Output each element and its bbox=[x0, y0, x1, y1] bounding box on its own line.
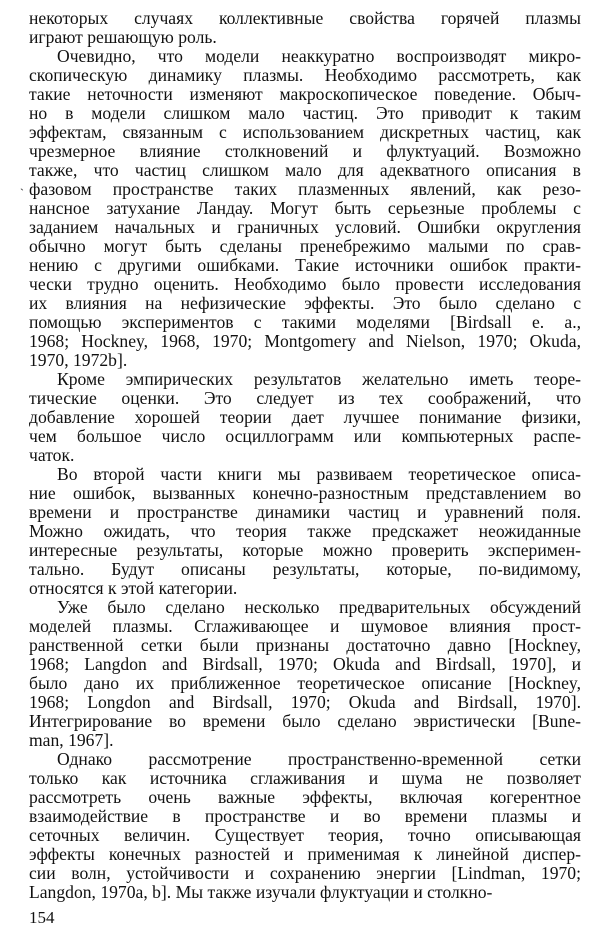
page-number: 154 bbox=[29, 908, 55, 927]
text-line: фазовом пространстве таких плазменных явлений, как резо- bbox=[29, 179, 581, 199]
text-line: рассмотреть очень важные эффекты, включая когерентное bbox=[29, 787, 581, 807]
text-line: моделей плазмы. Сглаживающее и шумовое влияния прост- bbox=[29, 616, 581, 636]
text-line: но в модели слишком мало частиц. Это приводит к таким bbox=[29, 103, 581, 123]
text-line: чем большое число осциллограмм или компьютерных распе- bbox=[29, 426, 581, 446]
text-line: тально. Будут описаны результаты, которые, по-видимому, bbox=[29, 559, 581, 579]
text-line: нансное затухание Ландау. Могут быть серьезные проблемы с bbox=[29, 198, 581, 218]
text-line: Langdon, 1970a, b]. Мы также изучали флуктуации и столкно- bbox=[29, 882, 493, 902]
text-line: Во второй части книги мы развиваем теоретическое описа- bbox=[57, 464, 581, 484]
text-line: 1968; Hockney, 1968, 1970; Montgomery and Nielson, 1970; Okuda, bbox=[29, 331, 581, 351]
text-line: сии волн, устойчивости и сохранению энергии [Lindman, 1970; bbox=[29, 863, 581, 883]
text-line: также, что частиц слишком мало для адекватного описания в bbox=[29, 160, 581, 180]
text-line: некоторых случаях коллективные свойства горячей плазмы bbox=[29, 8, 581, 28]
text-line: взаимодействие в пространстве и во времени плазмы и bbox=[29, 806, 581, 826]
text-line: чески трудно оценить. Необходимо было провести исследования bbox=[29, 274, 581, 294]
text-line: Кроме эмпирических результатов желательно иметь теоре- bbox=[57, 369, 581, 389]
text-line: 1968; Longdon and Birdsall, 1970; Okuda and Birdsall, 1970]. bbox=[29, 692, 581, 712]
text-line: интересные результаты, которые можно проверить эксперимен- bbox=[29, 540, 581, 560]
text-line: такие неточности изменяют макроскопическое поведение. Обыч- bbox=[29, 84, 581, 104]
text-line: эффектам, связанным с использованием дискретных частиц, как bbox=[29, 122, 581, 142]
text-line: чрезмерное влияние столкновений и флуктуаций. Возможно bbox=[29, 141, 581, 161]
text-line: чаток. bbox=[29, 445, 75, 465]
text-line: ранственной сетки были признаны достаточно давно [Hockney, bbox=[29, 635, 581, 655]
text-line: нению с другими ошибками. Такие источники ошибок практи- bbox=[29, 255, 581, 275]
margin-mark: ˋ bbox=[20, 186, 24, 200]
text-line: было дано их приближенное теоретическое описание [Hockney, bbox=[29, 673, 581, 693]
text-line: относятся к этой категории. bbox=[29, 578, 238, 598]
text-line: обычно могут быть сделаны пренебрежимо малыми по срав- bbox=[29, 236, 581, 256]
text-line: Уже было сделано несколько предварительных обсуждений bbox=[57, 597, 581, 617]
text-line: Можно ожидать, что теория также предскажет неожиданные bbox=[29, 521, 581, 541]
text-line: 1970, 1972b]. bbox=[29, 350, 128, 370]
text-line: 1968; Langdon and Birdsall, 1970; Okuda and Birdsall, 1970], и bbox=[29, 654, 581, 674]
text-line: добавление хорошей теории дает лучшее понимание физики, bbox=[29, 407, 581, 427]
text-line: заданием начальных и граничных условий. Ошибки округления bbox=[29, 217, 581, 237]
text-line: Очевидно, что модели неаккуратно воспроизводят микро- bbox=[57, 46, 581, 66]
text-line: их влияния на нефизические эффекты. Это было сделано с bbox=[29, 293, 581, 313]
text-line: сеточных величин. Существует теория, точно описывающая bbox=[29, 825, 581, 845]
text-line: помощью экспериментов с такими моделями [Birdsall e. a., bbox=[29, 312, 581, 332]
text-line: тические оценки. Это следует из тех соображений, что bbox=[29, 388, 581, 408]
text-line: ние ошибок, вызванных конечно-разностным представлением во bbox=[29, 483, 581, 503]
text-line: Однако рассмотрение пространственно-временной сетки bbox=[57, 749, 581, 769]
text-line: скопическую динамику плазмы. Необходимо рассмотреть, как bbox=[29, 65, 581, 85]
text-line: эффекты конечных разностей и применимая к линейной диспер- bbox=[29, 844, 581, 864]
text-line: времени и пространстве динамики частиц и уравнений поля. bbox=[29, 502, 581, 522]
text-line: man, 1967]. bbox=[29, 730, 114, 750]
text-line: играют решающую роль. bbox=[29, 27, 217, 47]
text-line: только как источника сглаживания и шума не позволяет bbox=[29, 768, 581, 788]
text-line: Интегрирование во времени было сделано эвристически [Bune- bbox=[29, 711, 581, 731]
